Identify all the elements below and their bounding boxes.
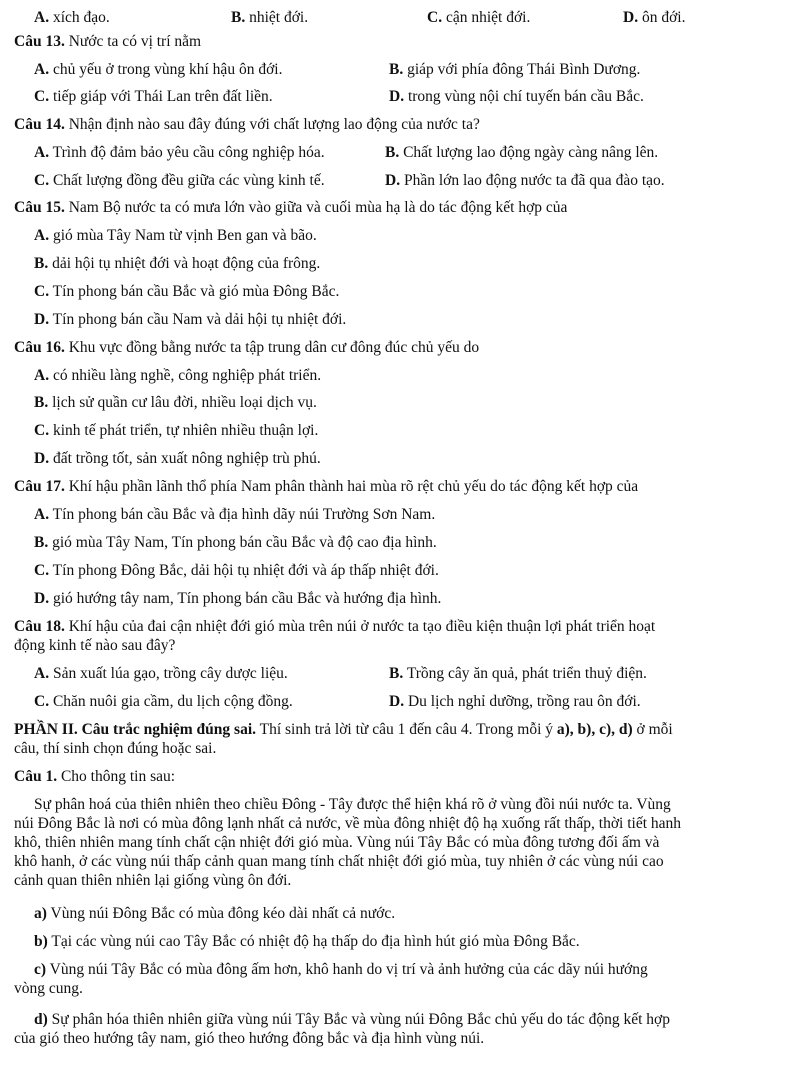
p2q1-item-c: c) Vùng núi Tây Bắc có mùa đông ấm hơn, khô hanh do vị trí và ảnh hưởng của các dãy núi hướng bbox=[34, 961, 648, 978]
q14-option-a: A. Trình độ đảm bảo yêu cầu công nghiệp hóa. bbox=[34, 144, 325, 161]
q14-option-c: C. Chất lượng đồng đều giữa các vùng kinh tế. bbox=[34, 172, 325, 189]
q17-option-b: B. gió mùa Tây Nam, Tín phong bán cầu Bắc và độ cao địa hình. bbox=[34, 534, 437, 551]
q18-option-c: C. Chăn nuôi gia cầm, du lịch cộng đồng. bbox=[34, 693, 293, 710]
q17-option-c: C. Tín phong Đông Bắc, dải hội tụ nhiệt đới và áp thấp nhiệt đới. bbox=[34, 562, 439, 579]
p2q1-item-b: b) Tại các vùng núi cao Tây Bắc có nhiệt độ hạ thấp do địa hình hút gió mùa Đông Bắc. bbox=[34, 933, 580, 950]
q16-stem: Câu 16. Khu vực đồng bằng nước ta tập trung dân cư đông đúc chủ yếu do bbox=[14, 339, 480, 356]
part2-instruction-line2: câu, thí sinh chọn đúng hoặc sai. bbox=[14, 740, 217, 757]
q13-option-a: A. chủ yếu ở trong vùng khí hậu ôn đới. bbox=[34, 61, 283, 78]
q14-stem: Câu 14. Nhận định nào sau đây đúng với chất lượng lao động của nước ta? bbox=[14, 116, 480, 133]
q13-option-c: C. tiếp giáp với Thái Lan trên đất liền. bbox=[34, 88, 273, 105]
p2q1-item-c-cont: vòng cung. bbox=[14, 980, 83, 997]
q15-option-d: D. Tín phong bán cầu Nam và dải hội tụ nhiệt đới. bbox=[34, 311, 347, 328]
passage-line: Sự phân hoá của thiên nhiên theo chiều Đông - Tây được thể hiện khá rõ ở vùng đồi núi nước ta. Vùng bbox=[34, 796, 671, 813]
q18-option-a: A. Sản xuất lúa gạo, trồng cây dược liệu. bbox=[34, 665, 288, 682]
top-option-d: D. ôn đới. bbox=[623, 9, 686, 26]
q16-option-a: A. có nhiều làng nghề, công nghiệp phát triển. bbox=[34, 367, 322, 384]
q15-option-c: C. Tín phong bán cầu Bắc và gió mùa Đông Bắc. bbox=[34, 283, 340, 300]
part2-heading: PHẦN II. Câu trắc nghiệm đúng sai. Thí sinh trả lời từ câu 1 đến câu 4. Trong mỗi ý a), b), c), d) ở mỗi bbox=[14, 721, 673, 738]
q13-option-b: B. giáp với phía đông Thái Bình Dương. bbox=[389, 61, 641, 78]
top-option-c: C. cận nhiệt đới. bbox=[427, 9, 531, 26]
q16-option-b: B. lịch sử quần cư lâu đời, nhiều loại dịch vụ. bbox=[34, 394, 317, 411]
q14-option-b: B. Chất lượng lao động ngày càng nâng lên. bbox=[385, 144, 659, 161]
q17-option-a: A. Tín phong bán cầu Bắc và địa hình dãy núi Trường Sơn Nam. bbox=[34, 506, 436, 523]
q13-option-d: D. trong vùng nội chí tuyến bán cầu Bắc. bbox=[389, 88, 644, 105]
p2q1-item-d-cont: của gió theo hướng tây nam, gió theo hướng đông bắc và địa hình vùng núi. bbox=[14, 1030, 485, 1047]
passage-line: khô, thiên nhiên mang tính chất cận nhiệt đới gió mùa. Vùng núi Tây Bắc có mùa đông tương đối ấm và bbox=[14, 834, 660, 851]
p2q1-item-a: a) Vùng núi Đông Bắc có mùa đông kéo dài nhất cả nước. bbox=[34, 905, 396, 922]
top-option-b: B. nhiệt đới. bbox=[231, 9, 309, 26]
q17-stem: Câu 17. Khí hậu phần lãnh thổ phía Nam phân thành hai mùa rõ rệt chủ yếu do tác động kết hợp của bbox=[14, 478, 639, 495]
q18-option-d: D. Du lịch nghỉ dưỡng, trồng rau ôn đới. bbox=[389, 693, 641, 710]
q18-stem-line1: Câu 18. Khí hậu của đai cận nhiệt đới gió mùa trên núi ở nước ta tạo điều kiện thuận lợi phát triển hoạt bbox=[14, 618, 656, 635]
q18-stem-line2: động kinh tế nào sau đây? bbox=[14, 637, 176, 654]
q15-option-a: A. gió mùa Tây Nam từ vịnh Ben gan và bão. bbox=[34, 227, 317, 244]
p2q1-stem: Câu 1. Cho thông tin sau: bbox=[14, 768, 176, 785]
p2q1-item-d: d) Sự phân hóa thiên nhiên giữa vùng núi Tây Bắc và vùng núi Đông Bắc chủ yếu do tác động kết hợp bbox=[34, 1011, 670, 1028]
top-option-a: A. xích đạo. bbox=[34, 9, 110, 26]
q17-option-d: D. gió hướng tây nam, Tín phong bán cầu Bắc và hướng địa hình. bbox=[34, 590, 442, 607]
q16-option-c: C. kinh tế phát triển, tự nhiên nhiều thuận lợi. bbox=[34, 422, 319, 439]
q18-option-b: B. Trồng cây ăn quả, phát triển thuỷ điện. bbox=[389, 665, 647, 682]
q15-stem: Câu 15. Nam Bộ nước ta có mưa lớn vào giữa và cuối mùa hạ là do tác động kết hợp của bbox=[14, 199, 568, 216]
q13-stem: Câu 13. Nước ta có vị trí nằm bbox=[14, 33, 202, 50]
passage-line: khô hanh, ở các vùng núi thấp cảnh quan mang tính chất nhiệt đới gió mùa, tuy nhiên ở các vùng núi cao bbox=[14, 853, 664, 870]
q14-option-d: D. Phần lớn lao động nước ta đã qua đào tạo. bbox=[385, 172, 665, 189]
q16-option-d: D. đất trồng tốt, sản xuất nông nghiệp trù phú. bbox=[34, 450, 321, 467]
passage-line: núi Đông Bắc là nơi có mùa đông lạnh nhất cả nước, về mùa đông nhiệt độ hạ xuống rất thấp, thời tiết hanh bbox=[14, 815, 682, 832]
passage-line: cảnh quan thiên nhiên lại giống vùng ôn đới. bbox=[14, 872, 292, 889]
q15-option-b: B. dải hội tụ nhiệt đới và hoạt động của frông. bbox=[34, 255, 321, 272]
